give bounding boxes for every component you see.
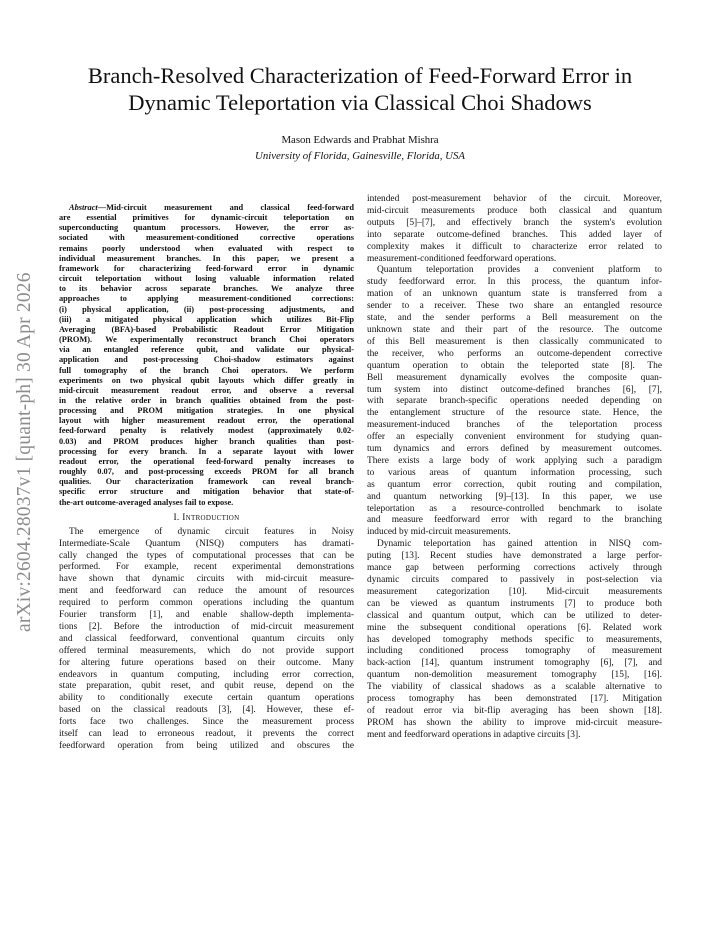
abstract-line: via an entangled reference qubit, and validate our physical-: [59, 345, 354, 355]
text-line: measurement categorization [10]. Mid-circuit measurements: [367, 586, 662, 597]
body-paragraph: [367, 539, 662, 741]
body-paragraph: [367, 194, 662, 265]
text-line: The viability of classical shadows as a scalable alternative to: [367, 682, 662, 693]
text-line: the receiver, who performs an outcome-dependent corrective: [367, 348, 662, 359]
abstract-line: application and post-processing Choi-shadow estimators against: [59, 355, 354, 365]
text-line: have shown that dynamic circuits with mid-circuit measure-: [59, 574, 354, 585]
intro-paragraph-1: [59, 527, 354, 753]
text-line: complexity makes it difficult to characterize error related to: [367, 241, 662, 252]
abstract-line: individual measurement branches. In this paper, we present a: [59, 253, 354, 263]
title-line-2: Dynamic Teleportation via Classical Choi Shadows: [128, 90, 592, 115]
text-line: can be viewed as quantum instruments [7] to produce both: [367, 598, 662, 609]
text-line: mine the subsequent conditional operations [6]. Related work: [367, 622, 662, 633]
abstract-line: framework for characterizing feed-forward error in dynamic: [59, 263, 354, 273]
abstract-line: are essential primitives for dynamic-circuit teleportation on: [59, 213, 354, 223]
abstract-line: the-art outcome-averaged analyses fail to expose.: [59, 497, 234, 507]
text-line: ment and feedforward can reduce the amount of resources: [59, 586, 354, 597]
abstract-line: readout error, the operational feed-forward penalty increases to: [59, 456, 354, 466]
text-line: ability to conditionally execute certain quantum operations: [59, 693, 354, 704]
abstract-line: mid-circuit measurement readout error, and observe a reversal: [59, 385, 354, 395]
text-line: process tomography has been demonstrated [17]. Mitigation: [367, 694, 662, 705]
text-line: study feedforward error. In this process, the quantum infor-: [367, 277, 662, 288]
abstract-line: processing and PROM mitigation strategies. In one physical: [59, 406, 354, 416]
text-line: including conditioned process tomography of measurement: [367, 646, 662, 657]
text-line: based on the classical readouts [3], [4]. However, these ef-: [59, 705, 354, 716]
abstract-line: to its behavior across separate branches. We analyze three: [59, 284, 354, 294]
abstract-line: circuit teleportation without losing valuable information related: [59, 274, 354, 284]
text-line: and classical feedforward, conventional quantum circuits only: [59, 633, 354, 644]
text-line: has developed tomography methods specific to measurements,: [367, 634, 662, 645]
text-line: tum dynamics and errors defined by measurement outcomes.: [367, 444, 662, 455]
abstract-line: full tomography of the branch Choi operators. We perform: [59, 365, 354, 375]
text-line: offer an especially convenient environment for studying quan-: [367, 432, 662, 443]
text-line: ment and feedforward operations in adaptive circuits [3].: [367, 729, 581, 740]
right-column: [367, 194, 662, 742]
text-line: The emergence of dynamic circuit features in Noisy: [69, 526, 354, 537]
text-line: to various areas of quantum information processing, such: [367, 467, 662, 478]
abstract-label: Abstract: [69, 203, 98, 212]
text-line: state, and the sender performs a Bell measurement on the: [367, 313, 662, 324]
section-title: Introduction: [182, 512, 240, 523]
arxiv-side-stamp: arXiv:2604.28037v1 [quant-ph] 30 Apr 2026: [14, 272, 35, 632]
text-line: Fourier transform [1], and enable shallow-depth implementa-: [59, 610, 354, 621]
abstract-line: processing for every branch. In a separate layout with lower: [59, 446, 354, 456]
text-line: for altering future operations based on their outcome. Many: [59, 657, 354, 668]
text-line: performed. For example, recent experimental demonstrations: [59, 562, 354, 573]
abstract-line: Averaging (BFA)-based Probabilistic Readout Error Mitigation: [59, 324, 354, 334]
abstract-line: 0.03) and PROM produces higher branch qualities than post-: [59, 436, 354, 446]
text-line: classical and quantum output, which can be utilized to deter-: [367, 610, 662, 621]
text-line: and quantum networking [9]–[13]. In this paper, we use: [367, 491, 662, 502]
text-line: induced by mid-circuit measurements.: [367, 527, 511, 538]
section-heading-introduction: [59, 512, 354, 524]
abstract-line: qualities. Our characterization framework can reveal branch-: [59, 477, 354, 487]
text-line: tions [2]. Before the introduction of mid-circuit measurement: [59, 621, 354, 632]
text-line: endeavors in quantum computing, including error correction,: [59, 669, 354, 680]
abstract-text: —Mid-circuit measurement and classical feed-forward: [97, 203, 354, 212]
body-paragraph: [367, 265, 662, 539]
text-line: state preparation, qubit reset, and qubit reuse, depend on the: [59, 681, 354, 692]
abstract-line: sociated with measurement-conditioned corrective operations: [59, 233, 354, 243]
text-line: required to perform common operations including the quantum: [59, 598, 354, 609]
text-line: itself can lead to erroneous readout, it prevents the correct: [59, 729, 354, 740]
text-line: teleportation as a resource-controlled benchmark to isolate: [367, 503, 662, 514]
text-line: and measure feedforward error with regard to the branching: [367, 515, 662, 526]
text-line: tum system into distinct outcome-defined branches [6], [7],: [367, 384, 662, 395]
abstract: [59, 203, 354, 508]
abstract-line: remains poorly understood when evaluated with respect to: [59, 243, 354, 253]
text-line: as quantum error correction, qubit routing and compilation,: [367, 479, 662, 490]
title-line-1: Branch-Resolved Characterization of Feed-Forward Error in: [87, 63, 633, 88]
abstract-line: specific error structure and mitigation behavior that state-of-: [59, 487, 354, 497]
abstract-line: layout with higher measurement readout error, the operational: [59, 416, 354, 426]
text-line: mid-circuit measurements produce both classical and quantum: [367, 205, 662, 216]
abstract-line: superconducting quantum processors. However, the error as-: [59, 223, 354, 233]
text-line: with separate branch-specific operations needed depending on: [367, 396, 662, 407]
text-line: Quantum teleportation provides a convenient platform to: [377, 265, 662, 276]
text-line: Dynamic teleportation has gained attention in NISQ com-: [377, 539, 662, 550]
paper-title: [60, 62, 660, 116]
text-line: measurement-induced branches of the teleportation process: [367, 420, 662, 431]
text-line: unknown state and their part of the resource. The outcome: [367, 324, 662, 335]
text-line: forts face two challenges. Since the measurement process: [59, 717, 354, 728]
text-line: cally changed the types of computational processes that can be: [59, 550, 354, 561]
text-line: sender to a receiver. These two share an entangled resource: [367, 301, 662, 312]
text-line: the entanglement structure of the resource state. Hence, the: [367, 408, 662, 419]
text-line: outputs [5]–[7], and effectively branch the system's evolution: [367, 217, 662, 228]
abstract-line: (PROM). We experimentally reconstruct branch Choi operators: [59, 335, 354, 345]
abstract-line: [59, 203, 354, 213]
text-line: back-action [14], quantum instrument tomography [6], [7], and: [367, 658, 662, 669]
abstract-line: (i) physical application, (ii) post-processing adjustments, and: [59, 304, 354, 314]
text-line: feedforward operation from being utilized and obscures the: [59, 741, 354, 751]
text-line: quantum operation to obtain the teleported state [8]. The: [367, 360, 662, 371]
text-line: mance gap between performing corrections actively through: [367, 563, 662, 574]
section-number: I.: [173, 512, 180, 523]
left-column: [59, 203, 354, 753]
text-line: measurement-conditioned feedforward operations.: [367, 253, 557, 264]
text-line: quantum non-demolition measurement tomography [15], [16].: [367, 670, 662, 681]
text-line: mation of an unknown quantum state is transferred from a: [367, 289, 662, 300]
text-line: PROM has shown the ability to improve mid-circuit measure-: [367, 717, 662, 728]
text-line: intended post-measurement behavior of the circuit. Moreover,: [367, 194, 662, 204]
author-affiliation: University of Florida, Gainesville, Florida, USA: [255, 150, 465, 162]
text-line: dynamic circuits compared to passively in post-selection via: [367, 575, 662, 585]
text-line: Bell measurement dynamically evolves the composite quan-: [367, 372, 662, 383]
text-line: puting [13]. Recent studies have demonstrated a large perfor-: [367, 551, 662, 562]
abstract-line: roughly 0.07, and post-processing exceeds PROM for all branch: [59, 467, 354, 477]
text-line: into separate outcome-defined branches. This added layer of: [367, 229, 662, 240]
text-line: There exists a large body of work applying such a paradigm: [367, 455, 662, 466]
abstract-line: feed-forward penalty is relatively modest (approximately 0.02-: [59, 426, 354, 436]
text-line: of this Bell measurement is then classically communicated to: [367, 336, 662, 347]
abstract-line: experiments on two physical qubit layouts which differ greatly in: [59, 375, 354, 385]
author-names: Mason Edwards and Prabhat Mishra: [281, 134, 439, 146]
text-line: of readout error via bit-flip averaging has been shown [18].: [367, 705, 662, 716]
abstract-line: in the relative order in branch qualities obtained from the post-: [59, 395, 354, 405]
abstract-line: (iii) a mitigated physical application which utilizes Bit-Flip: [59, 314, 354, 324]
text-line: offered terminal measurements, which do not provide support: [59, 645, 354, 656]
text-line: Intermediate-Scale Quantum (NISQ) computers has dramati-: [59, 538, 354, 549]
abstract-line: approaches to applying measurement-conditioned corrections:: [59, 294, 354, 304]
